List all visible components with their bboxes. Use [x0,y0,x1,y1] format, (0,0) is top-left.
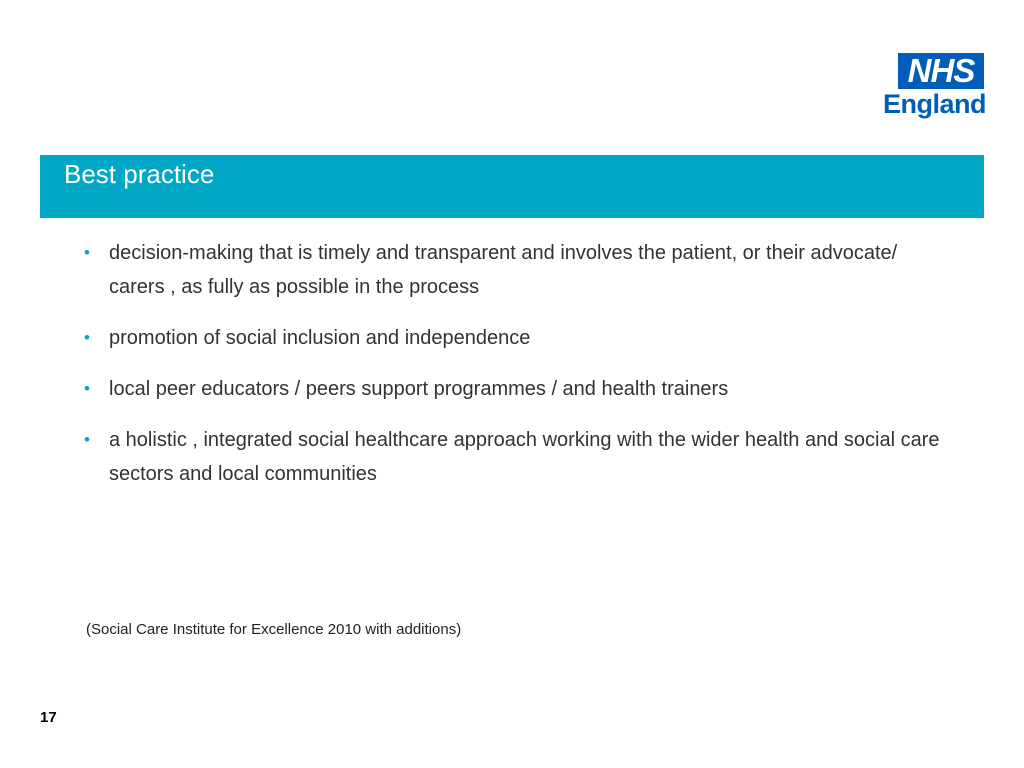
bullet-item [84,321,954,355]
nhs-england-logo [872,53,986,123]
bullet-dot-icon: • [84,430,90,449]
slide-title: Best practice [64,159,215,189]
bullet-dot-icon: • [84,379,90,398]
bullet-text: a holistic , integrated social healthcare approach working with the wider health and social care sectors and local communities [109,429,940,485]
bullet-dot-icon: • [84,328,90,347]
bullet-dot-icon: • [84,243,90,262]
bullet-item [84,236,954,304]
bullet-text: local peer educators / peers support programmes / and health trainers [109,378,729,400]
bullet-item [84,423,954,491]
reference-citation: (Social Care Institute for Excellence 2010 with additions) [86,621,462,638]
bullet-text: decision-making that is timely and transparent and involves the patient, or their advocate/ carers , as fully as possible in the process [109,242,898,298]
title-band [40,155,984,218]
nhs-logo-box: NHS [898,53,984,89]
bullet-item [84,372,954,406]
bullet-list [84,236,954,508]
page-number: 17 [40,709,57,726]
nhs-logo-england-text: England [883,89,986,119]
bullet-text: promotion of social inclusion and independence [109,327,531,349]
